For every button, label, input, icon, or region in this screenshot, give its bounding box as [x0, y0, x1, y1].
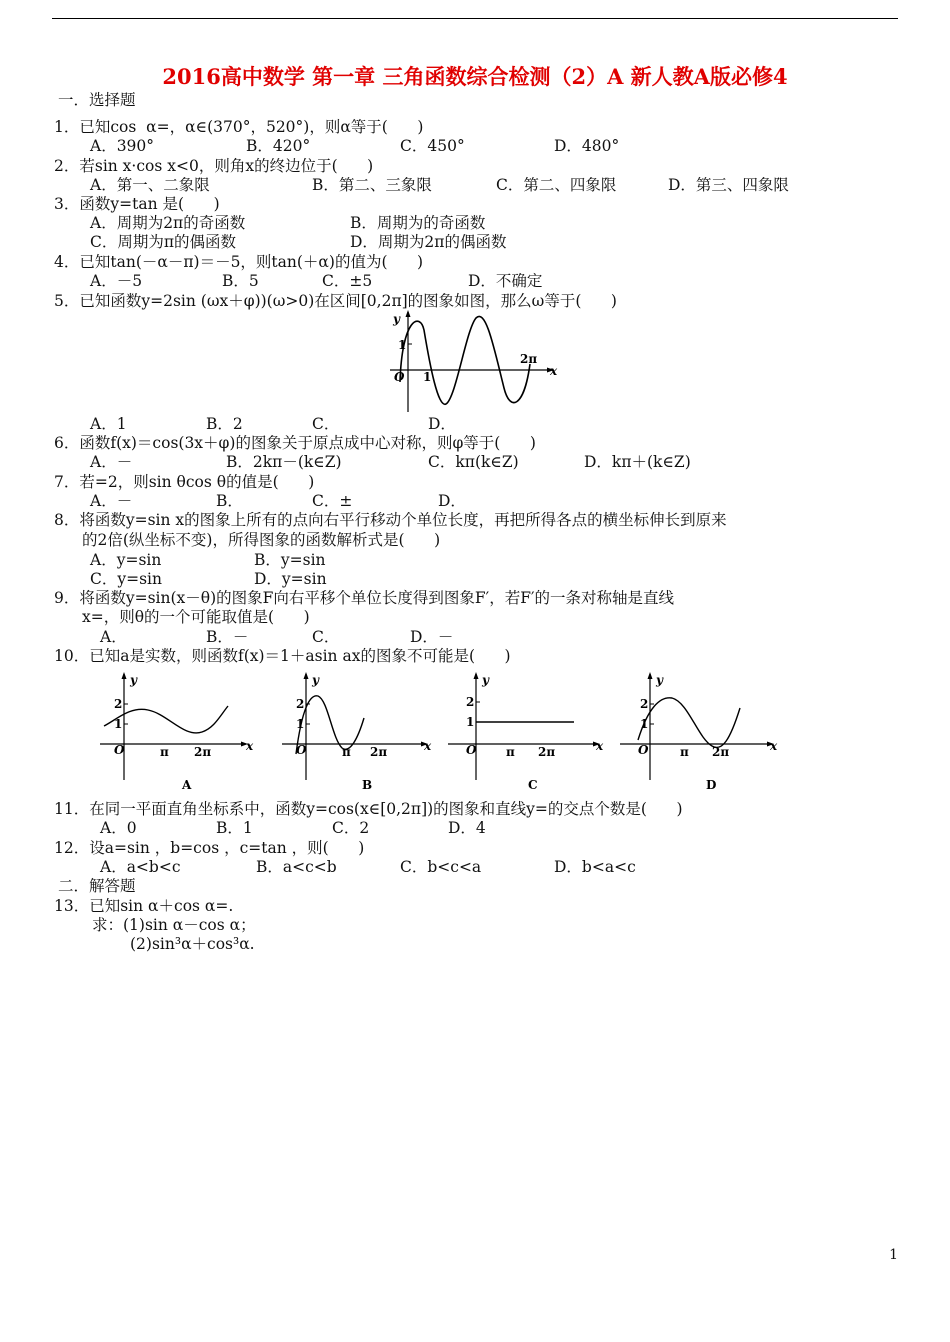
- label-x: x: [770, 739, 778, 753]
- y-axis-arrow: [648, 672, 653, 679]
- label-pi: π: [680, 745, 689, 759]
- label-x: x: [424, 739, 432, 753]
- q9-option-d: D．－: [410, 628, 454, 646]
- y-axis-arrow: [406, 310, 411, 317]
- q8-option-a: A．y=sin: [90, 551, 162, 569]
- graph-b-caption: B: [362, 778, 373, 792]
- graph-c-caption: C: [528, 778, 538, 792]
- question-11-stem: 11．在同一平面直角坐标系中，函数y=cos(x∈[0,2π])的图象和直线y=的交点个数是( ): [54, 800, 683, 818]
- label-2pi: 2π: [712, 745, 730, 759]
- label-y: y: [482, 673, 489, 687]
- q8-option-d: D．y=sin: [254, 570, 327, 588]
- q11-option-d: D．4: [448, 819, 486, 837]
- q7-option-b: B．: [216, 492, 243, 510]
- q5-option-b: B．2: [206, 415, 243, 433]
- q12-option-b: B．a<c<b: [256, 858, 337, 876]
- question-9-stem-cont: x=，则θ的一个可能取值是( ): [82, 608, 310, 626]
- section-heading-choice: 一．选择题: [58, 91, 136, 109]
- q7-option-a: A．－: [90, 492, 133, 510]
- q4-option-b: B．5: [222, 272, 259, 290]
- q3-option-c: C．周期为π的偶函数: [90, 233, 237, 251]
- q8-option-c: C．y=sin: [90, 570, 162, 588]
- label-2pi: 2π: [538, 745, 556, 759]
- q4-option-d: D．不确定: [468, 272, 543, 290]
- label-pi: π: [342, 745, 351, 759]
- section-heading-answer: 二．解答题: [58, 877, 136, 895]
- q8-option-b: B．y=sin: [254, 551, 326, 569]
- label-2pi: 2π: [370, 745, 388, 759]
- label-1-x: 1: [423, 370, 432, 384]
- label-1-y: 1: [398, 338, 407, 352]
- q6-option-b: B．2kπ－(k∈Z): [226, 453, 342, 471]
- label-origin: O: [394, 370, 405, 384]
- q1-option-c: C．450°: [400, 137, 465, 155]
- q2-option-a: A．第一、二象限: [90, 176, 210, 194]
- q5-option-d: D．: [428, 415, 456, 433]
- page-number: 1: [889, 1247, 898, 1263]
- label-x: x: [550, 364, 558, 378]
- q3-option-b: B．周期为的奇函数: [350, 214, 486, 232]
- q10-graph-d: [616, 668, 782, 794]
- q7-option-d: D．: [438, 492, 466, 510]
- label-y: y: [393, 312, 400, 326]
- curve: [104, 706, 228, 733]
- label-y: y: [312, 673, 319, 687]
- question-13-stem: 13．已知sin α＋cos α=.: [54, 897, 234, 915]
- question-1-stem: 1．已知cos α=，α∈(370°，520°)，则α等于( ): [54, 118, 424, 136]
- q9-option-c: C．: [312, 628, 340, 646]
- q9-option-a: A．: [100, 628, 127, 646]
- question-4-stem: 4．已知tan(－α－π)＝－5，则tan(＋α)的值为( ): [54, 253, 424, 271]
- question-12-stem: 12．设a=sin ，b=cos ，c=tan ，则( ): [54, 839, 365, 857]
- q4-option-a: A．－5: [90, 272, 143, 290]
- question-2-stem: 2．若sin x·cos x<0，则角x的终边位于( ): [54, 157, 374, 175]
- y-axis-arrow: [122, 672, 127, 679]
- question-13-part1: 求：(1)sin α－cos α；: [92, 916, 256, 934]
- label-origin: O: [296, 743, 307, 757]
- q12-option-a: A．a<b<c: [100, 858, 181, 876]
- label-1: 1: [640, 717, 649, 731]
- label-origin: O: [638, 743, 649, 757]
- q2-option-c: C．第二、四象限: [496, 176, 617, 194]
- graph-d-caption: D: [706, 778, 717, 792]
- q1-option-b: B．420°: [246, 137, 311, 155]
- label-x: x: [596, 739, 604, 753]
- label-x: x: [246, 739, 254, 753]
- q11-option-c: C．2: [332, 819, 370, 837]
- q6-option-d: D．kπ＋(k∈Z): [584, 453, 691, 471]
- question-3-stem: 3．函数y=tan 是( ): [54, 195, 220, 213]
- q5-sine-graph: [386, 308, 566, 418]
- graph-a-caption: A: [182, 778, 192, 792]
- q3-option-d: D．周期为2π的偶函数: [350, 233, 507, 251]
- q10-graph-a: [96, 668, 256, 794]
- q1-option-d: D．480°: [554, 137, 620, 155]
- q11-option-b: B．1: [216, 819, 253, 837]
- question-7-stem: 7．若=2，则sin θcos θ的值是( ): [54, 473, 315, 491]
- label-2pi: 2π: [520, 352, 538, 366]
- q4-option-c: C．±5: [322, 272, 373, 290]
- q12-option-d: D．b<a<c: [554, 858, 636, 876]
- label-origin: O: [114, 743, 125, 757]
- question-8-stem: 8．将函数y=sin x的图象上所有的点向右平行移动个单位长度，再把所得各点的横坐标伸长到原来: [54, 511, 727, 529]
- question-8-stem-cont: 的2倍(纵坐标不变)，所得图象的函数解析式是( ): [82, 531, 441, 549]
- label-pi: π: [506, 745, 515, 759]
- question-13-part2: (2)sin³α＋cos³α.: [130, 935, 255, 953]
- question-9-stem: 9．将函数y=sin(x－θ)的图象F向右平移个单位长度得到图象F′，若F′的一条对称轴是直线: [54, 589, 674, 607]
- label-y: y: [130, 673, 137, 687]
- label-2: 2: [640, 697, 649, 711]
- label-2: 2: [296, 697, 305, 711]
- q6-option-c: C．kπ(k∈Z): [428, 453, 519, 471]
- q2-option-d: D．第三、四象限: [668, 176, 789, 194]
- label-2: 2: [466, 695, 475, 709]
- y-axis-arrow: [304, 672, 309, 679]
- q9-option-b: B．－: [206, 628, 249, 646]
- q3-option-a: A．周期为2π的奇函数: [90, 214, 246, 232]
- q10-graph-b: [272, 668, 432, 794]
- curve: [638, 698, 740, 748]
- y-axis-arrow: [474, 672, 479, 679]
- q1-option-a: A．390°: [90, 137, 155, 155]
- question-6-stem: 6．函数f(x)＝cos(3x＋φ)的图象关于原点成中心对称，则φ等于( ): [54, 434, 536, 452]
- q5-option-a: A．1: [90, 415, 127, 433]
- sine-curve: [400, 316, 530, 404]
- top-rule: [52, 18, 898, 19]
- label-1: 1: [296, 717, 305, 731]
- label-pi: π: [160, 745, 169, 759]
- q5-option-c: C．: [312, 415, 340, 433]
- label-2: 2: [114, 697, 123, 711]
- q6-option-a: A．－: [90, 453, 133, 471]
- label-1: 1: [466, 715, 475, 729]
- q11-option-a: A．0: [100, 819, 137, 837]
- label-y: y: [656, 673, 663, 687]
- q10-graph-c: [442, 668, 608, 794]
- q2-option-b: B．第二、三象限: [312, 176, 432, 194]
- question-10-stem: 10．已知a是实数，则函数f(x)＝1＋asin ax的图象不可能是( ): [54, 647, 511, 665]
- q7-option-c: C．±: [312, 492, 353, 510]
- label-1: 1: [114, 717, 123, 731]
- label-2pi: 2π: [194, 745, 212, 759]
- q12-option-c: C．b<c<a: [400, 858, 482, 876]
- question-5-stem: 5．已知函数y=2sin (ωx＋φ))(ω>0)在区间[0,2π]的图象如图，那么ω等于( ): [54, 292, 617, 310]
- page-title: 2016高中数学 第一章 三角函数综合检测（2）A 新人教A版必修4: [162, 64, 788, 89]
- label-origin: O: [466, 743, 477, 757]
